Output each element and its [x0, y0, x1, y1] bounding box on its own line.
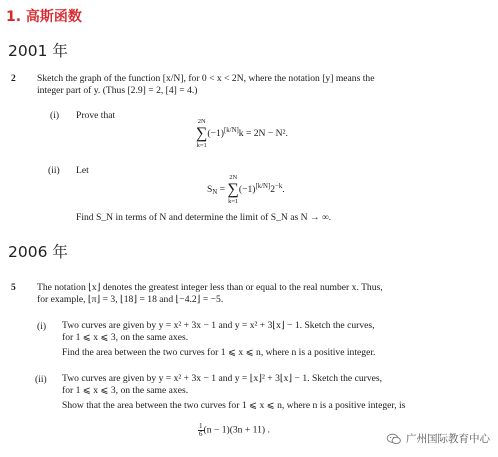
fraction-denominator: 6 — [199, 430, 203, 438]
summation-symbol — [196, 118, 207, 150]
q2-part-i-label: (i) — [50, 110, 60, 121]
year-heading-2001: 2001 年 — [8, 42, 68, 60]
sum2-lower-limit: k=1 — [228, 198, 239, 205]
question-number-5: 5 — [11, 283, 16, 293]
question-number-2: 2 — [11, 74, 16, 84]
sum2-upper-limit: 2N — [229, 174, 238, 181]
answer-rest: (n − 1)(3n + 11) . — [203, 424, 270, 436]
q2-part-ii-label: (ii) — [48, 165, 60, 176]
sum2-tail-exponent: −k — [275, 183, 283, 191]
sigma-glyph: ∑ — [196, 125, 208, 142]
q5-intro-line2: for example, ⌊π⌋ = 3, ⌊18⌋ = 18 and ⌊−4.2⌋ = −5. — [37, 293, 224, 305]
sn-lhs: S — [207, 184, 213, 196]
q5-part-ii-line1: Two curves are given by y = x² + 3x − 1 and y = ⌊x⌋² + 3⌊x⌋ − 1. Sketch the curves, — [62, 373, 383, 384]
watermark — [386, 431, 490, 446]
sum-upper-limit: 2N — [197, 118, 206, 125]
q2-part-ii-find: Find S_N in terms of N and determine the limit of S_N as N → ∞. — [76, 212, 332, 223]
q5-intro-line1: The notation ⌊x⌋ denotes the greatest integer less than or equal to the real number x. Thus, — [37, 282, 383, 293]
q5-intro — [37, 282, 492, 305]
watermark-text: 广州国际教育中心 — [406, 433, 490, 445]
q5-part-ii-label: (ii) — [35, 374, 47, 385]
q2-part-ii-text: Let — [76, 165, 89, 176]
q5-part-i-line3: Find the area between the two curves for 1 ⩽ x ⩽ n, where n is a positive integer. — [62, 347, 376, 358]
summation-symbol-2 — [227, 174, 238, 206]
q5-part-ii-line2: for 1 ⩽ x ⩽ 3, on the same axes. — [62, 384, 189, 396]
sn-subscript: N — [212, 189, 218, 197]
year-heading-2006: 2006 年 — [8, 243, 68, 261]
q5-answer-formula — [198, 423, 270, 438]
q5-part-ii-line3: Show that the area between the two curves for 1 ⩽ x ⩽ n, where n is a positive integer, is — [62, 400, 406, 411]
sum-lower-limit: k=1 — [196, 142, 207, 149]
sum-rhs: k = 2N − N². — [238, 128, 288, 140]
q2-intro — [37, 73, 487, 96]
section-title: 1. 高斯函数 — [6, 9, 82, 25]
sigma-glyph-2: ∑ — [227, 181, 239, 198]
sum-term: (−1) — [207, 128, 225, 140]
sum2-exponent: [k/N] — [255, 183, 271, 191]
q5-part-i-line1: Two curves are given by y = x² + 3x − 1 and y = x² + 3⌊x⌋ − 1. Sketch the curves, — [62, 320, 375, 331]
sn-equals: = — [217, 184, 228, 196]
q5-part-i-body — [62, 320, 492, 359]
q5-part-i-label: (i) — [37, 321, 47, 332]
sum2-end: . — [282, 184, 285, 196]
sum2-term: (−1) — [238, 184, 256, 196]
q5-part-i-line2: for 1 ⩽ x ⩽ 3, on the same axes. — [62, 331, 189, 343]
q2-part-ii-formula — [207, 174, 285, 206]
sum2-tail: 2 — [270, 184, 276, 196]
q2-intro-line1: Sketch the graph of the function [x/N], for 0 < x < 2N, where the notation [y] means the — [37, 73, 375, 84]
q2-intro-line2: integer part of y. (Thus [2.9] = 2, [4] = 4.) — [37, 84, 198, 96]
q2-part-i-text: Prove that — [76, 110, 116, 121]
fraction-numerator: 1 — [199, 422, 203, 430]
sum-exponent: [k/N] — [224, 127, 239, 135]
q2-part-i-formula — [196, 118, 288, 150]
q5-part-ii-body — [62, 373, 492, 412]
wechat-icon — [386, 433, 402, 445]
